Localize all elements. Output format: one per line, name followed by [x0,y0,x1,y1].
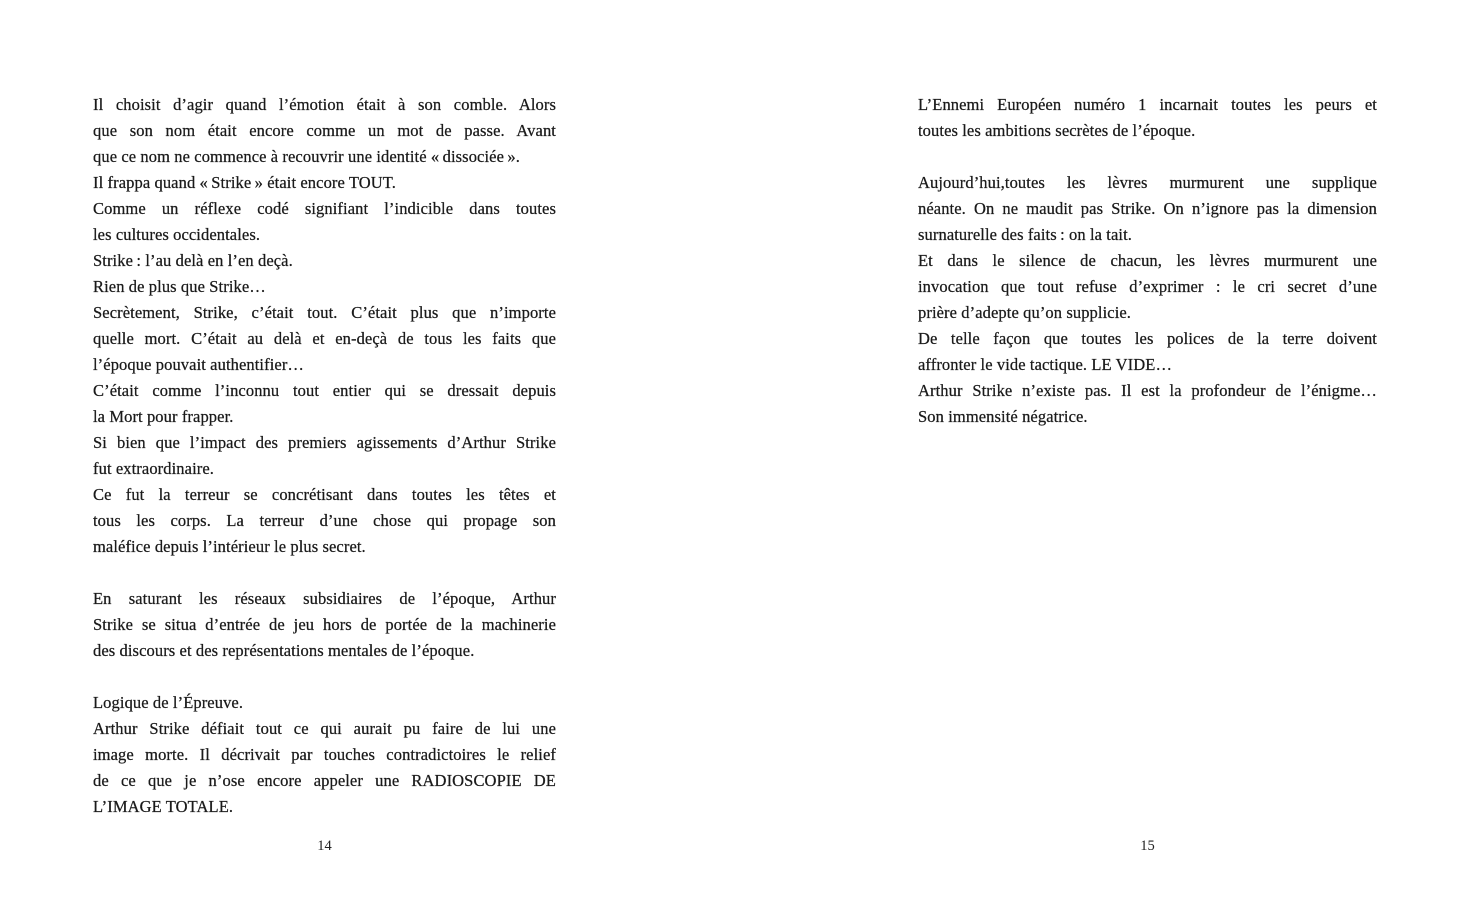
text-line: Secrètement, Strike, c’était tout. C’était plus que n’importe [93,303,556,322]
paragraph [93,196,556,248]
text-line: Arthur Strike n’existe pas. Il est la profondeur de l’énigme… [918,381,1377,400]
text-line: Rien de plus que Strike… [93,277,266,296]
paragraph [918,378,1377,430]
paragraph [93,378,556,430]
text-line: prière d’adepte qu’on supplicie. [918,303,1132,322]
text-line: néante. On ne maudit pas Strike. On n’ignore pas la dimension [918,199,1377,218]
text-line: que ce nom ne commence à recouvrir une identité « dissociée ». [93,147,520,166]
text-line: Logique de l’Épreuve. [93,693,244,712]
page-right-number: 15 [1140,838,1155,854]
text-line: Strike se situa d’entrée de jeu hors de portée de la machinerie [93,615,556,634]
text-line: que son nom était encore comme un mot de passe. Avant [93,121,556,140]
text-line: Si bien que l’impact des premiers agissements d’Arthur Strike [93,433,556,452]
text-line: L’IMAGE TOTALE. [93,797,234,816]
text-line: C’était comme l’inconnu tout entier qui se dressait depuis [93,381,556,400]
text-line: des discours et des représentations mentales de l’époque. [93,641,475,660]
text-line: Il choisit d’agir quand l’émotion était à son comble. Alors [93,95,556,114]
paragraph [93,300,556,378]
text-line: les cultures occidentales. [93,225,261,244]
text-line: la Mort pour frapper. [93,407,234,426]
page-right [735,0,1470,904]
text-line: toutes les ambitions secrètes de l’époque. [918,121,1196,140]
text-line: Aujourd’hui,toutes les lèvres murmurent une supplique [918,173,1377,192]
text-line: invocation que tout refuse d’exprimer : le cri secret d’une [918,277,1377,296]
text-line: Ce fut la terreur se concrétisant dans toutes les têtes et [93,485,556,504]
page-right-text-column [918,92,1377,430]
paragraph [93,482,556,560]
text-line: tous les corps. La terreur d’une chose qui propage son [93,511,556,530]
text-line: maléfice depuis l’intérieur le plus secret. [93,537,366,556]
text-line: surnaturelle des faits : on la tait. [918,225,1133,244]
text-line: image morte. Il décrivait par touches contradictoires le relief [93,745,556,764]
text-line: Strike : l’au delà en l’en deçà. [93,251,293,270]
page-left-number: 14 [317,838,332,854]
text-line: fut extraordinaire. [93,459,215,478]
text-line: l’époque pouvait authentifier… [93,355,305,374]
page-left-text-column [93,92,556,820]
paragraph [93,716,556,820]
paragraph [93,690,556,716]
paragraph [918,326,1377,378]
text-line: Il frappa quand « Strike » était encore TOUT. [93,173,396,192]
text-line: De telle façon que toutes les polices de la terre doivent [918,329,1377,348]
paragraph [93,430,556,482]
text-line: Et dans le silence de chacun, les lèvres murmurent une [918,251,1377,270]
paragraph [918,248,1377,326]
text-line: En saturant les réseaux subsidiaires de l’époque, Arthur [93,589,556,608]
paragraph [918,92,1377,144]
paragraph [918,170,1377,248]
text-line: Arthur Strike défiait tout ce qui aurait pu faire de lui une [93,719,556,738]
text-line: de ce que je n’ose encore appeler une RADIOSCOPIE DE [93,771,556,790]
text-line: quelle mort. C’était au delà et en-deçà de tous les faits que [93,329,556,348]
paragraph [93,92,556,170]
text-line: Son immensité négatrice. [918,407,1088,426]
text-line: Comme un réflexe codé signifiant l’indicible dans toutes [93,199,556,218]
text-line: L’Ennemi Européen numéro 1 incarnait toutes les peurs et [918,95,1377,114]
paragraph [93,170,556,196]
text-line: affronter le vide tactique. LE VIDE… [918,355,1173,374]
paragraph [93,248,556,274]
paragraph [93,586,556,664]
paragraph [93,274,556,300]
